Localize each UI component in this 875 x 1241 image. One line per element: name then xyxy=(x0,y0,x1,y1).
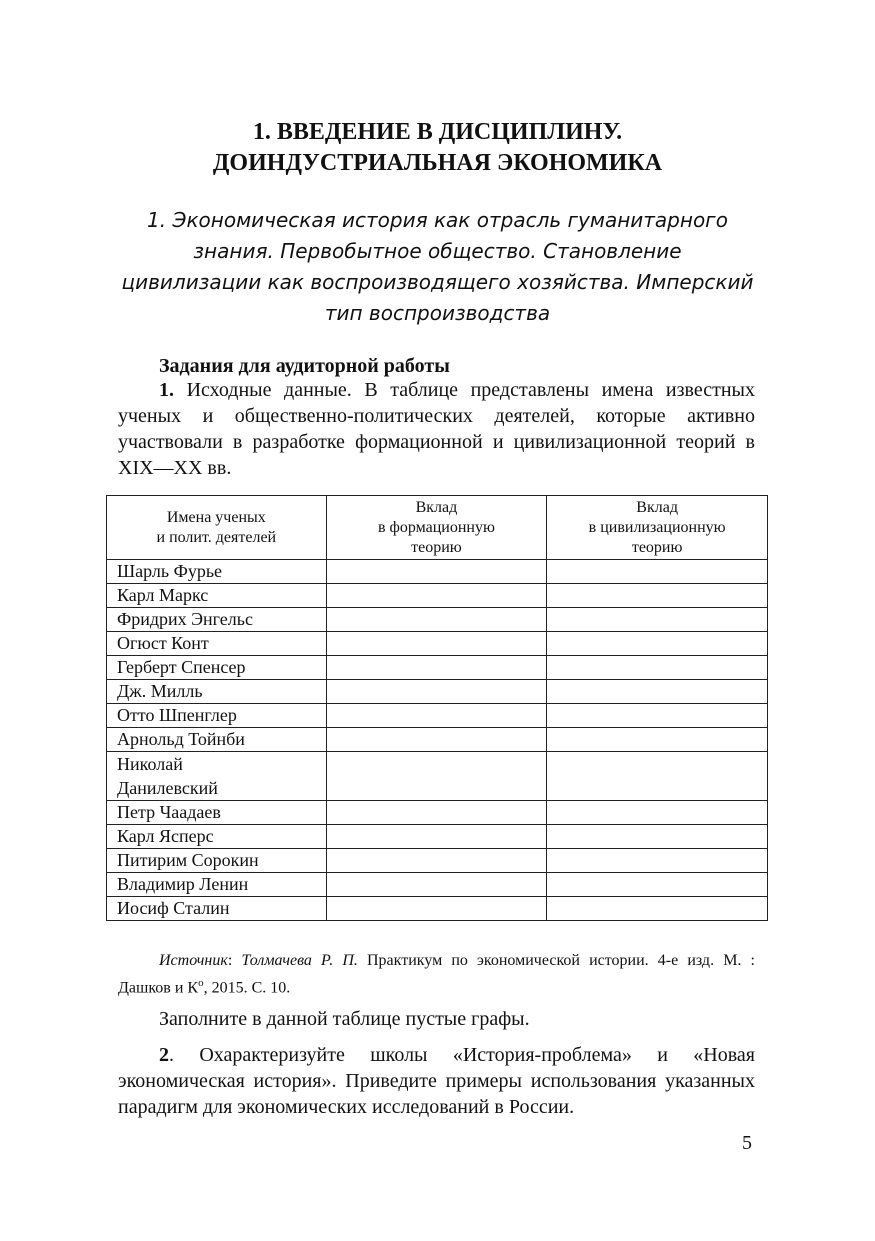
table-row xyxy=(107,825,768,849)
name-cell-line-2: Данилевский xyxy=(117,778,218,798)
formational-cell xyxy=(326,849,547,873)
source-colon: : xyxy=(227,952,233,969)
name-cell-line-1: Николай xyxy=(117,754,183,774)
name-cell: Огюст Конт xyxy=(107,632,327,656)
formational-cell xyxy=(326,752,547,801)
header-names-line-2: и полит. деятелей xyxy=(156,528,277,546)
chapter-title xyxy=(0,117,875,179)
task-2-paragraph xyxy=(118,1042,755,1120)
page-number: 5 xyxy=(742,1132,752,1154)
name-cell: Фридрих Энгельс xyxy=(107,608,327,632)
name-cell: Карл Маркс xyxy=(107,584,327,608)
source-superscript: о xyxy=(198,977,204,989)
source-text-b: , 2015. С. 10. xyxy=(203,979,291,997)
fill-instruction: Заполните в данной таблице пустые графы. xyxy=(159,1008,530,1030)
civilizational-cell xyxy=(547,560,768,584)
table-row xyxy=(107,728,768,752)
task-1-text: Исходные данные. В таблице представлены имена известных ученых и общественно-политических деятелей, которые активно участвовали в разработке формационной и цивилизационной теорий в XIX—XX вв. xyxy=(118,379,755,479)
section-title xyxy=(110,205,765,329)
header-formational-line-1: Вклад xyxy=(415,498,458,516)
chapter-title-line-1: 1. ВВЕДЕНИЕ В ДИСЦИПЛИНУ. xyxy=(252,119,623,145)
name-cell: Владимир Ленин xyxy=(107,873,327,897)
header-names xyxy=(107,496,327,560)
formational-cell xyxy=(326,608,547,632)
section-title-line-1: 1. Экономическая история как отрасль гуманитарного xyxy=(147,208,728,232)
table-row xyxy=(107,608,768,632)
civilizational-cell xyxy=(547,680,768,704)
civilizational-cell xyxy=(547,849,768,873)
name-cell: Шарль Фурье xyxy=(107,560,327,584)
task-1-number: 1. xyxy=(159,379,174,401)
table-row xyxy=(107,632,768,656)
table-row xyxy=(107,752,768,801)
formational-cell xyxy=(326,560,547,584)
name-cell: Отто Шпенглер xyxy=(107,704,327,728)
table-row xyxy=(107,656,768,680)
civilizational-cell xyxy=(547,897,768,921)
formational-cell xyxy=(326,801,547,825)
name-cell: Карл Ясперс xyxy=(107,825,327,849)
civilizational-cell xyxy=(547,584,768,608)
formational-cell xyxy=(326,656,547,680)
table-row xyxy=(107,849,768,873)
chapter-title-line-2: ДОИНДУСТРИАЛЬНАЯ ЭКОНОМИКА xyxy=(212,150,663,176)
civilizational-cell xyxy=(547,632,768,656)
task-2-text: . Охарактеризуйте школы «История-проблема» и «Новая экономическая история». Приведите примеры использования указанных парадигм для экономических исследований в России. xyxy=(118,1044,755,1118)
formational-cell xyxy=(326,584,547,608)
header-civilizational xyxy=(547,496,768,560)
table-row xyxy=(107,560,768,584)
tasks-heading: Задания для аудиторной работы xyxy=(159,355,450,377)
formational-cell xyxy=(326,897,547,921)
formational-cell xyxy=(326,680,547,704)
name-cell: Иосиф Сталин xyxy=(107,897,327,921)
section-title-line-3: цивилизации как воспроизводящего хозяйства. Имперский xyxy=(121,270,754,294)
civilizational-cell xyxy=(547,752,768,801)
source-author: Толмачева Р. П. xyxy=(241,952,358,969)
header-civilizational-line-3: теорию xyxy=(631,538,683,556)
task-2-number: 2 xyxy=(159,1044,169,1066)
civilizational-cell xyxy=(547,704,768,728)
name-cell: Герберт Спенсер xyxy=(107,656,327,680)
formational-cell xyxy=(326,873,547,897)
formational-cell xyxy=(326,825,547,849)
header-names-line-1: Имена ученых xyxy=(166,508,266,526)
civilizational-cell xyxy=(547,825,768,849)
header-civilizational-line-2: в цивилизационную xyxy=(588,518,726,536)
table-row xyxy=(107,584,768,608)
section-title-line-4: тип воспроизводства xyxy=(324,301,551,325)
section-title-line-2: знания. Первобытное общество. Становление xyxy=(193,239,682,263)
formational-cell xyxy=(326,632,547,656)
source-citation xyxy=(118,950,755,999)
table-row xyxy=(107,680,768,704)
table-row xyxy=(107,704,768,728)
civilizational-cell xyxy=(547,873,768,897)
scholars-table xyxy=(106,495,768,921)
civilizational-cell xyxy=(547,728,768,752)
table-header-row xyxy=(107,496,768,560)
civilizational-cell xyxy=(547,608,768,632)
table-row xyxy=(107,873,768,897)
formational-cell xyxy=(326,704,547,728)
header-formational-line-2: в формационную xyxy=(377,518,495,536)
header-civilizational-line-1: Вклад xyxy=(636,498,678,516)
name-cell: Питирим Сорокин xyxy=(107,849,327,873)
task-1-paragraph xyxy=(118,377,755,481)
header-formational xyxy=(326,496,547,560)
source-label: Источник xyxy=(159,952,228,969)
table-row xyxy=(107,897,768,921)
source-text-a: Практикум по экономической истории. 4-е изд. М. : Дашков и К xyxy=(118,952,755,997)
civilizational-cell xyxy=(547,656,768,680)
formational-cell xyxy=(326,728,547,752)
name-cell: Арнольд Тойнби xyxy=(107,728,327,752)
table-row xyxy=(107,801,768,825)
name-cell xyxy=(107,752,327,801)
header-formational-line-3: теорию xyxy=(411,538,462,556)
civilizational-cell xyxy=(547,801,768,825)
name-cell: Дж. Милль xyxy=(107,680,327,704)
name-cell: Петр Чаадаев xyxy=(107,801,327,825)
